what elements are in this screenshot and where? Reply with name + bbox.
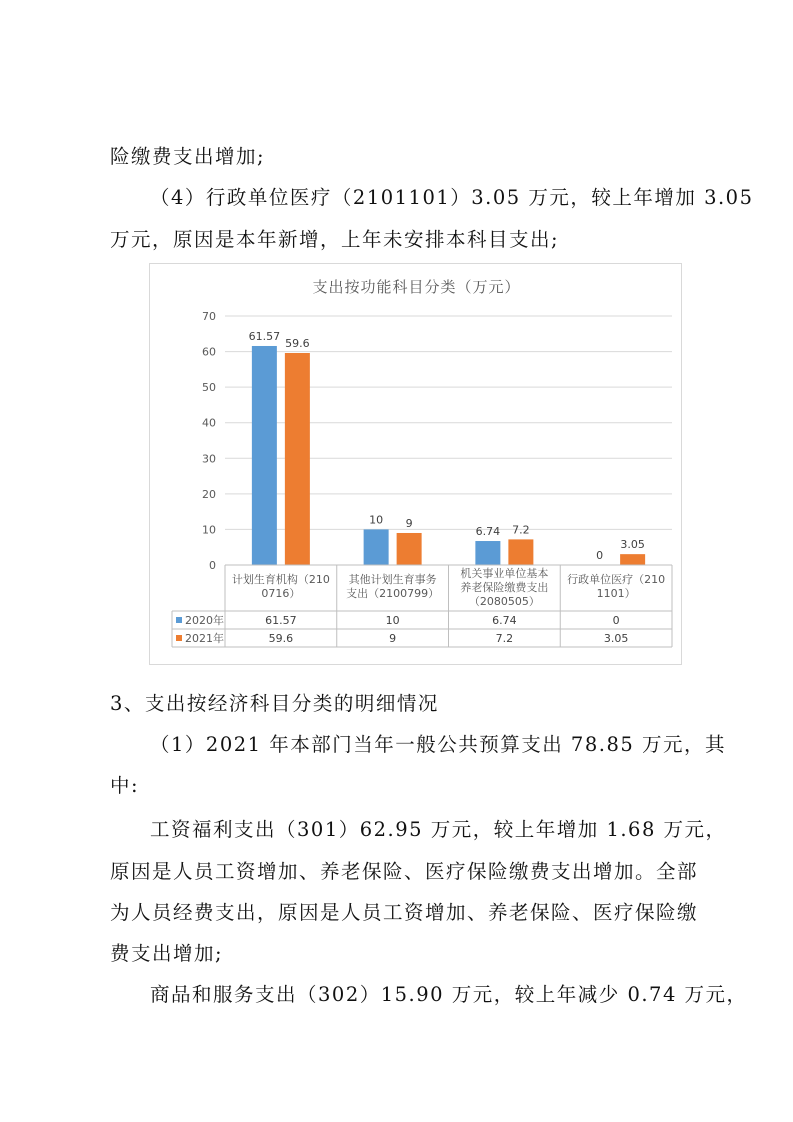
legend-label: 2020年	[185, 614, 224, 627]
legend-label: 2021年	[185, 632, 224, 645]
table-cell: 3.05	[603, 632, 629, 645]
y-tick-label: 30	[202, 452, 216, 466]
data-label: 59.6	[285, 336, 310, 350]
paragraph-line: （1）2021 年本部门当年一般公共预算支出 78.85 万元，其	[150, 733, 726, 756]
paragraph-line: 险缴费支出增加;	[110, 145, 266, 168]
paragraph-line: 原因是人员工资增加、养老保险、医疗保险缴费支出增加。全部	[110, 860, 699, 883]
chart-title: 支出按功能科目分类（万元）	[312, 278, 521, 296]
y-tick-label: 70	[202, 310, 216, 323]
legend-key	[176, 617, 182, 623]
category-label: （2080505）	[468, 595, 540, 608]
table-cell: 10	[385, 614, 400, 627]
paragraph-line: （4）行政单位医疗（2101101）3.05 万元，较上年增加 3.05	[150, 186, 754, 209]
section-heading: 3、支出按经济科目分类的明细情况	[110, 692, 439, 715]
paragraph-line: 万元，原因是本年新增，上年未安排本科目支出;	[110, 228, 560, 251]
paragraph-line: 工资福利支出（301）62.95 万元，较上年增加 1.68 万元，	[150, 818, 727, 841]
data-label: 7.2	[512, 523, 530, 537]
data-label: 6.74	[475, 525, 501, 539]
category-label: 养老保险缴费支出	[460, 581, 549, 594]
y-tick-label: 20	[202, 487, 216, 501]
paragraph-line: 中:	[110, 774, 140, 797]
y-tick-label: 10	[202, 523, 216, 537]
category-label: 行政单位医疗（210	[567, 573, 666, 586]
table-cell: 6.74	[492, 614, 517, 627]
paragraph-line: 费支出增加;	[110, 942, 224, 965]
bar-chart	[149, 263, 682, 665]
bar	[252, 346, 277, 565]
y-tick-label: 40	[202, 416, 216, 430]
bar	[397, 533, 422, 565]
table-cell: 0	[612, 614, 620, 627]
bar	[475, 541, 500, 565]
table-cell: 7.2	[495, 632, 514, 645]
paragraph-line: 商品和服务支出（302）15.90 万元，较上年减少 0.74 万元，	[150, 983, 748, 1006]
chart-plot	[150, 264, 681, 664]
category-label: 计划生育机构（210	[231, 573, 330, 586]
data-label: 9	[405, 516, 413, 530]
bar	[620, 554, 645, 565]
data-label: 0	[596, 549, 604, 562]
category-label: 0716）	[261, 587, 301, 600]
table-cell: 9	[389, 632, 397, 645]
bar	[285, 353, 310, 565]
category-label: 机关事业单位基本	[460, 567, 549, 580]
category-label: 其他计划生育事务	[348, 573, 437, 586]
data-label: 61.57	[248, 329, 281, 343]
category-label: 支出（2100799）	[346, 587, 440, 600]
y-tick-label: 60	[202, 345, 216, 359]
category-label: 1101）	[596, 587, 636, 600]
paragraph-line: 为人员经费支出，原因是人员工资增加、养老保险、医疗保险缴	[110, 901, 699, 924]
legend-key	[176, 635, 182, 641]
y-tick-label: 0	[209, 559, 216, 572]
table-cell: 59.6	[268, 632, 294, 645]
bar	[364, 529, 389, 565]
bar	[508, 539, 533, 565]
table-cell: 61.57	[265, 614, 297, 627]
data-label: 10	[369, 513, 384, 527]
data-label: 3.05	[620, 538, 645, 552]
y-tick-label: 50	[202, 381, 216, 395]
